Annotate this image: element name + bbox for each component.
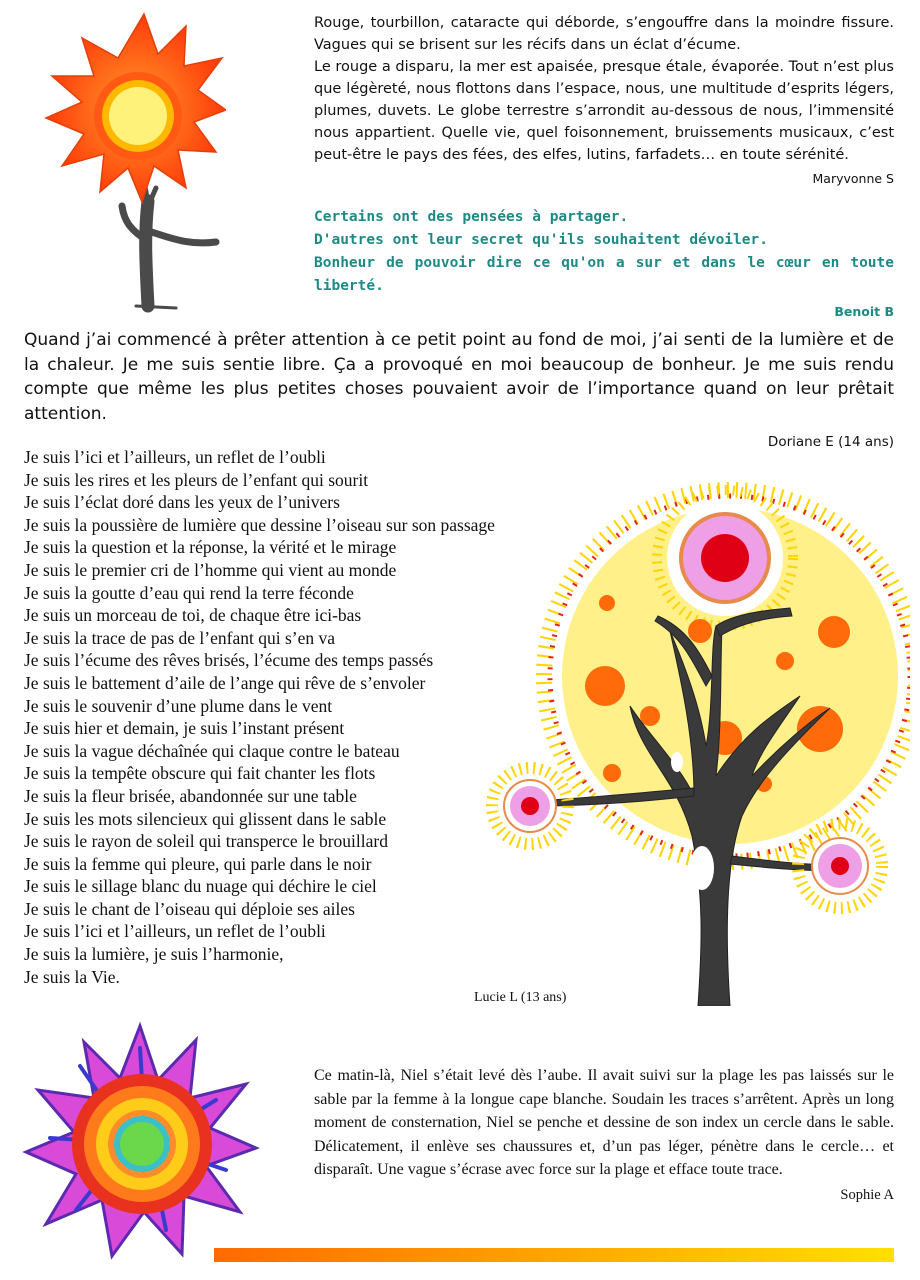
signature: Doriane E (14 ans) [767, 434, 894, 450]
poem-line: Je suis la question et la réponse, la vérité et le mirage [24, 537, 397, 558]
poem-line: Je suis l’ici et l’ailleurs, un reflet de l’oubli [24, 921, 326, 942]
poem-line: Je suis la vague déchaînée qui claque contre le bateau [24, 740, 400, 761]
text-block-doriane [24, 328, 894, 455]
poem-line: Je suis l’écume des rêves brisés, l’écume des temps passés [24, 650, 434, 671]
poem-line: Je suis la poussière de lumière que dessine l’oiseau sur son passage [24, 514, 495, 535]
poem-line: Je suis la goutte d’eau qui rend la terre féconde [24, 582, 354, 603]
text-block-benoit [314, 206, 894, 323]
paragraph: Ce matin-là, Niel s’était levé dès l’aube. Il avait suivi sur la plage les pas laissés sur le sable par la femme à la longue cape blanche. Soudain les traces s’arrêtent. Après un long moment de consternation, Niel se penche et dessine de son index un cercle dans le sable. Délicatement, il enlève ses chaussures et, d’un pas léger, pénètre dans le cercle… et disparaît. Une vague s’écrase avec force sur la plage et efface toute trace. [314, 1067, 894, 1178]
poem-line: Je suis le rayon de soleil qui transperce le brouillard [24, 831, 388, 852]
paragraph: Quand j’ai commencé à prêter attention à ce petit point au fond de moi, j’ai senti de la lumière et de la chaleur. Je me suis sentie libre. Ça a provoqué en moi beaucoup de bonheur. Je me suis rendu compte que même les plus petites choses pouvaient avoir de l’importance quand on leur prêtait attention. [24, 330, 894, 424]
poem-line: Je suis la lumière, je suis l’harmonie, [24, 944, 284, 965]
poem-line: Je suis la femme qui pleure, qui parle dans le noir [24, 853, 372, 874]
paragraph: Rouge, tourbillon, cataracte qui déborde, s’engouffre dans la moindre fissure. Vagues qui se brisent sur les récifs dans un éclat d’écume. [314, 15, 894, 53]
gradient-bar [214, 1248, 894, 1262]
poem-line: Je suis l’ici et l’ailleurs, un reflet de l’oubli [24, 447, 326, 467]
text-block-sophie [314, 1064, 894, 1207]
poem-line: Je suis le souvenir d’une plume dans le vent [24, 695, 333, 716]
purple-flower-illustration [20, 1020, 260, 1260]
line: Certains ont des pensées à partager. [314, 209, 629, 225]
poem-line: Je suis les rires et les pleurs de l’enfant qui sourit [24, 469, 369, 490]
poem-line: Je suis le sillage blanc du nuage qui déchire le ciel [24, 876, 377, 897]
poem-line: Je suis la Vie. [24, 966, 120, 987]
text-block-maryvonne [314, 12, 894, 190]
poem-line: Je suis le chant de l’oiseau qui déploie ses ailes [24, 898, 355, 919]
poem-line: Je suis le battement d’aile de l’ange qui rêve de s’envoler [24, 672, 426, 693]
line: D'autres ont leur secret qu'ils souhaitent dévoiler. [314, 232, 768, 248]
poem-line: Je suis les mots silencieux qui glissent dans le sable [24, 808, 387, 829]
poem-line: Je suis la trace de pas de l’enfant qui s’en va [24, 627, 335, 648]
signature: Sophie A [840, 1186, 894, 1203]
poem-signature: Lucie L (13 ans) [474, 990, 567, 1005]
paragraph: Le rouge a disparu, la mer est apaisée, presque étale, évaporée. Tout n’est plus que légèreté, nous flottons dans l’espace, nous, une multitude d’esprits légers, plumes, duvets. Le globe terrestre s’arrondit au-dessous de nous, l’immensité nous appartient. Quelle vie, quel foisonnement, bruissements musicaux, c’est peut-être le pays des fées, des elfes, lutins, farfadets… en toute sérénité. [314, 59, 894, 163]
poem-block [24, 446, 624, 988]
poem-line: Je suis l’éclat doré dans les yeux de l’univers [24, 492, 340, 513]
poem-line: Je suis le premier cri de l’homme qui vient au monde [24, 559, 397, 580]
sun-flower-illustration [26, 6, 226, 316]
poem-line: Je suis un morceau de toi, de chaque être ici-bas [24, 605, 362, 626]
poem-line: Je suis hier et demain, je suis l’instant présent [24, 718, 345, 739]
poem-line: Je suis la tempête obscure qui fait chanter les flots [24, 763, 376, 784]
line: Bonheur de pouvoir dire ce qu'on a sur et dans le cœur en toute liberté. [314, 255, 894, 294]
signature: Maryvonne S [812, 171, 894, 186]
signature: Benoit B [834, 304, 894, 319]
poem-line: Je suis la fleur brisée, abandonnée sur une table [24, 785, 357, 806]
